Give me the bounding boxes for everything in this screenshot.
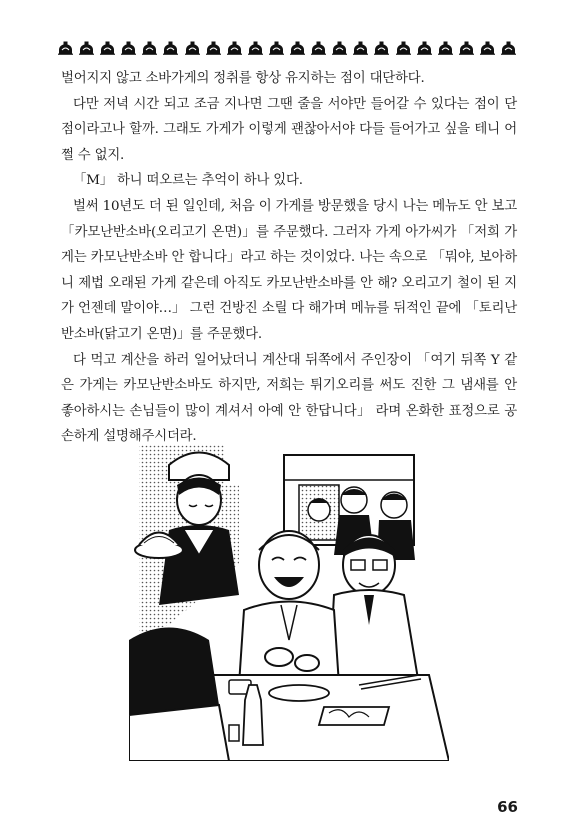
ornament-icon	[458, 41, 475, 55]
ornament-icon	[57, 41, 74, 55]
body-text	[61, 66, 517, 450]
ornament-icon	[99, 41, 116, 55]
paragraph-4: 벌써 10년도 더 된 일인데, 처음 이 가게를 방문했을 당시 나는 메뉴도 안 보고 「카모난반소바(오리고기 온면)」를 주문했다. 그러자 가게 아가씨가 「저희 가게는 카모난반소바 안 합니다」라고 하는 것이었다. 나는 속으로 「뭐야, 보아하니 제법 오래된 가게 같은데 아직도 카모난반소바를 안 해? 오리고기 철이 된 지가 언젠데 말이야…」 그런 건방진 소릴 다 해가며 메뉴를 뒤적인 끝에 「토리난반소바(닭고기 온면)」를 주문했다.	[61, 198, 517, 342]
ornament-icon	[205, 41, 222, 55]
restaurant-illustration	[129, 425, 449, 761]
paragraph-2: 다만 저녁 시간 되고 조금 지나면 그땐 줄을 서야만 들어갈 수 있다는 점이 단점이라고나 할까. 그래도 가게가 이렇게 괜찮아서야 다들 들어가고 싶을 테니 어쩔 수 없지.	[61, 96, 517, 163]
ornament-icon	[247, 41, 264, 55]
ornament-icon	[78, 41, 95, 55]
ornament-icon	[500, 41, 517, 55]
ornament-icon	[352, 41, 369, 55]
top-ornament-border	[57, 41, 517, 55]
ornament-icon	[226, 41, 243, 55]
ornament-icon	[268, 41, 285, 55]
ornament-icon	[141, 41, 158, 55]
ornament-icon	[437, 41, 454, 55]
ornament-icon	[373, 41, 390, 55]
ornament-icon	[310, 41, 327, 55]
ornament-icon	[162, 41, 179, 55]
paragraph-1: 벌어지지 않고 소바가게의 정취를 항상 유지하는 점이 대단하다.	[61, 71, 425, 86]
ornament-icon	[331, 41, 348, 55]
ornament-icon	[395, 41, 412, 55]
ornament-icon	[184, 41, 201, 55]
ornament-icon	[416, 41, 433, 55]
ornament-icon	[479, 41, 496, 55]
ornament-icon	[289, 41, 306, 55]
ornament-icon	[120, 41, 137, 55]
paragraph-3: 「M」 하니 떠오르는 추억이 하나 있다.	[73, 173, 303, 189]
page-number: 66	[497, 798, 518, 816]
paragraph-5: 다 먹고 계산을 하러 일어났더니 계산대 뒤쪽에서 주인장이 「여기 뒤쪽 Y 같은 가게는 카모난반소바도 하지만, 저희는 튀기오리를 써도 진한 그 냄새를 안 좋아하시는 손님들이 많이 계셔서 아예 안 한답니다」 라며 온화한 표정으로 공손하게 설명해주시더라.	[61, 352, 517, 445]
